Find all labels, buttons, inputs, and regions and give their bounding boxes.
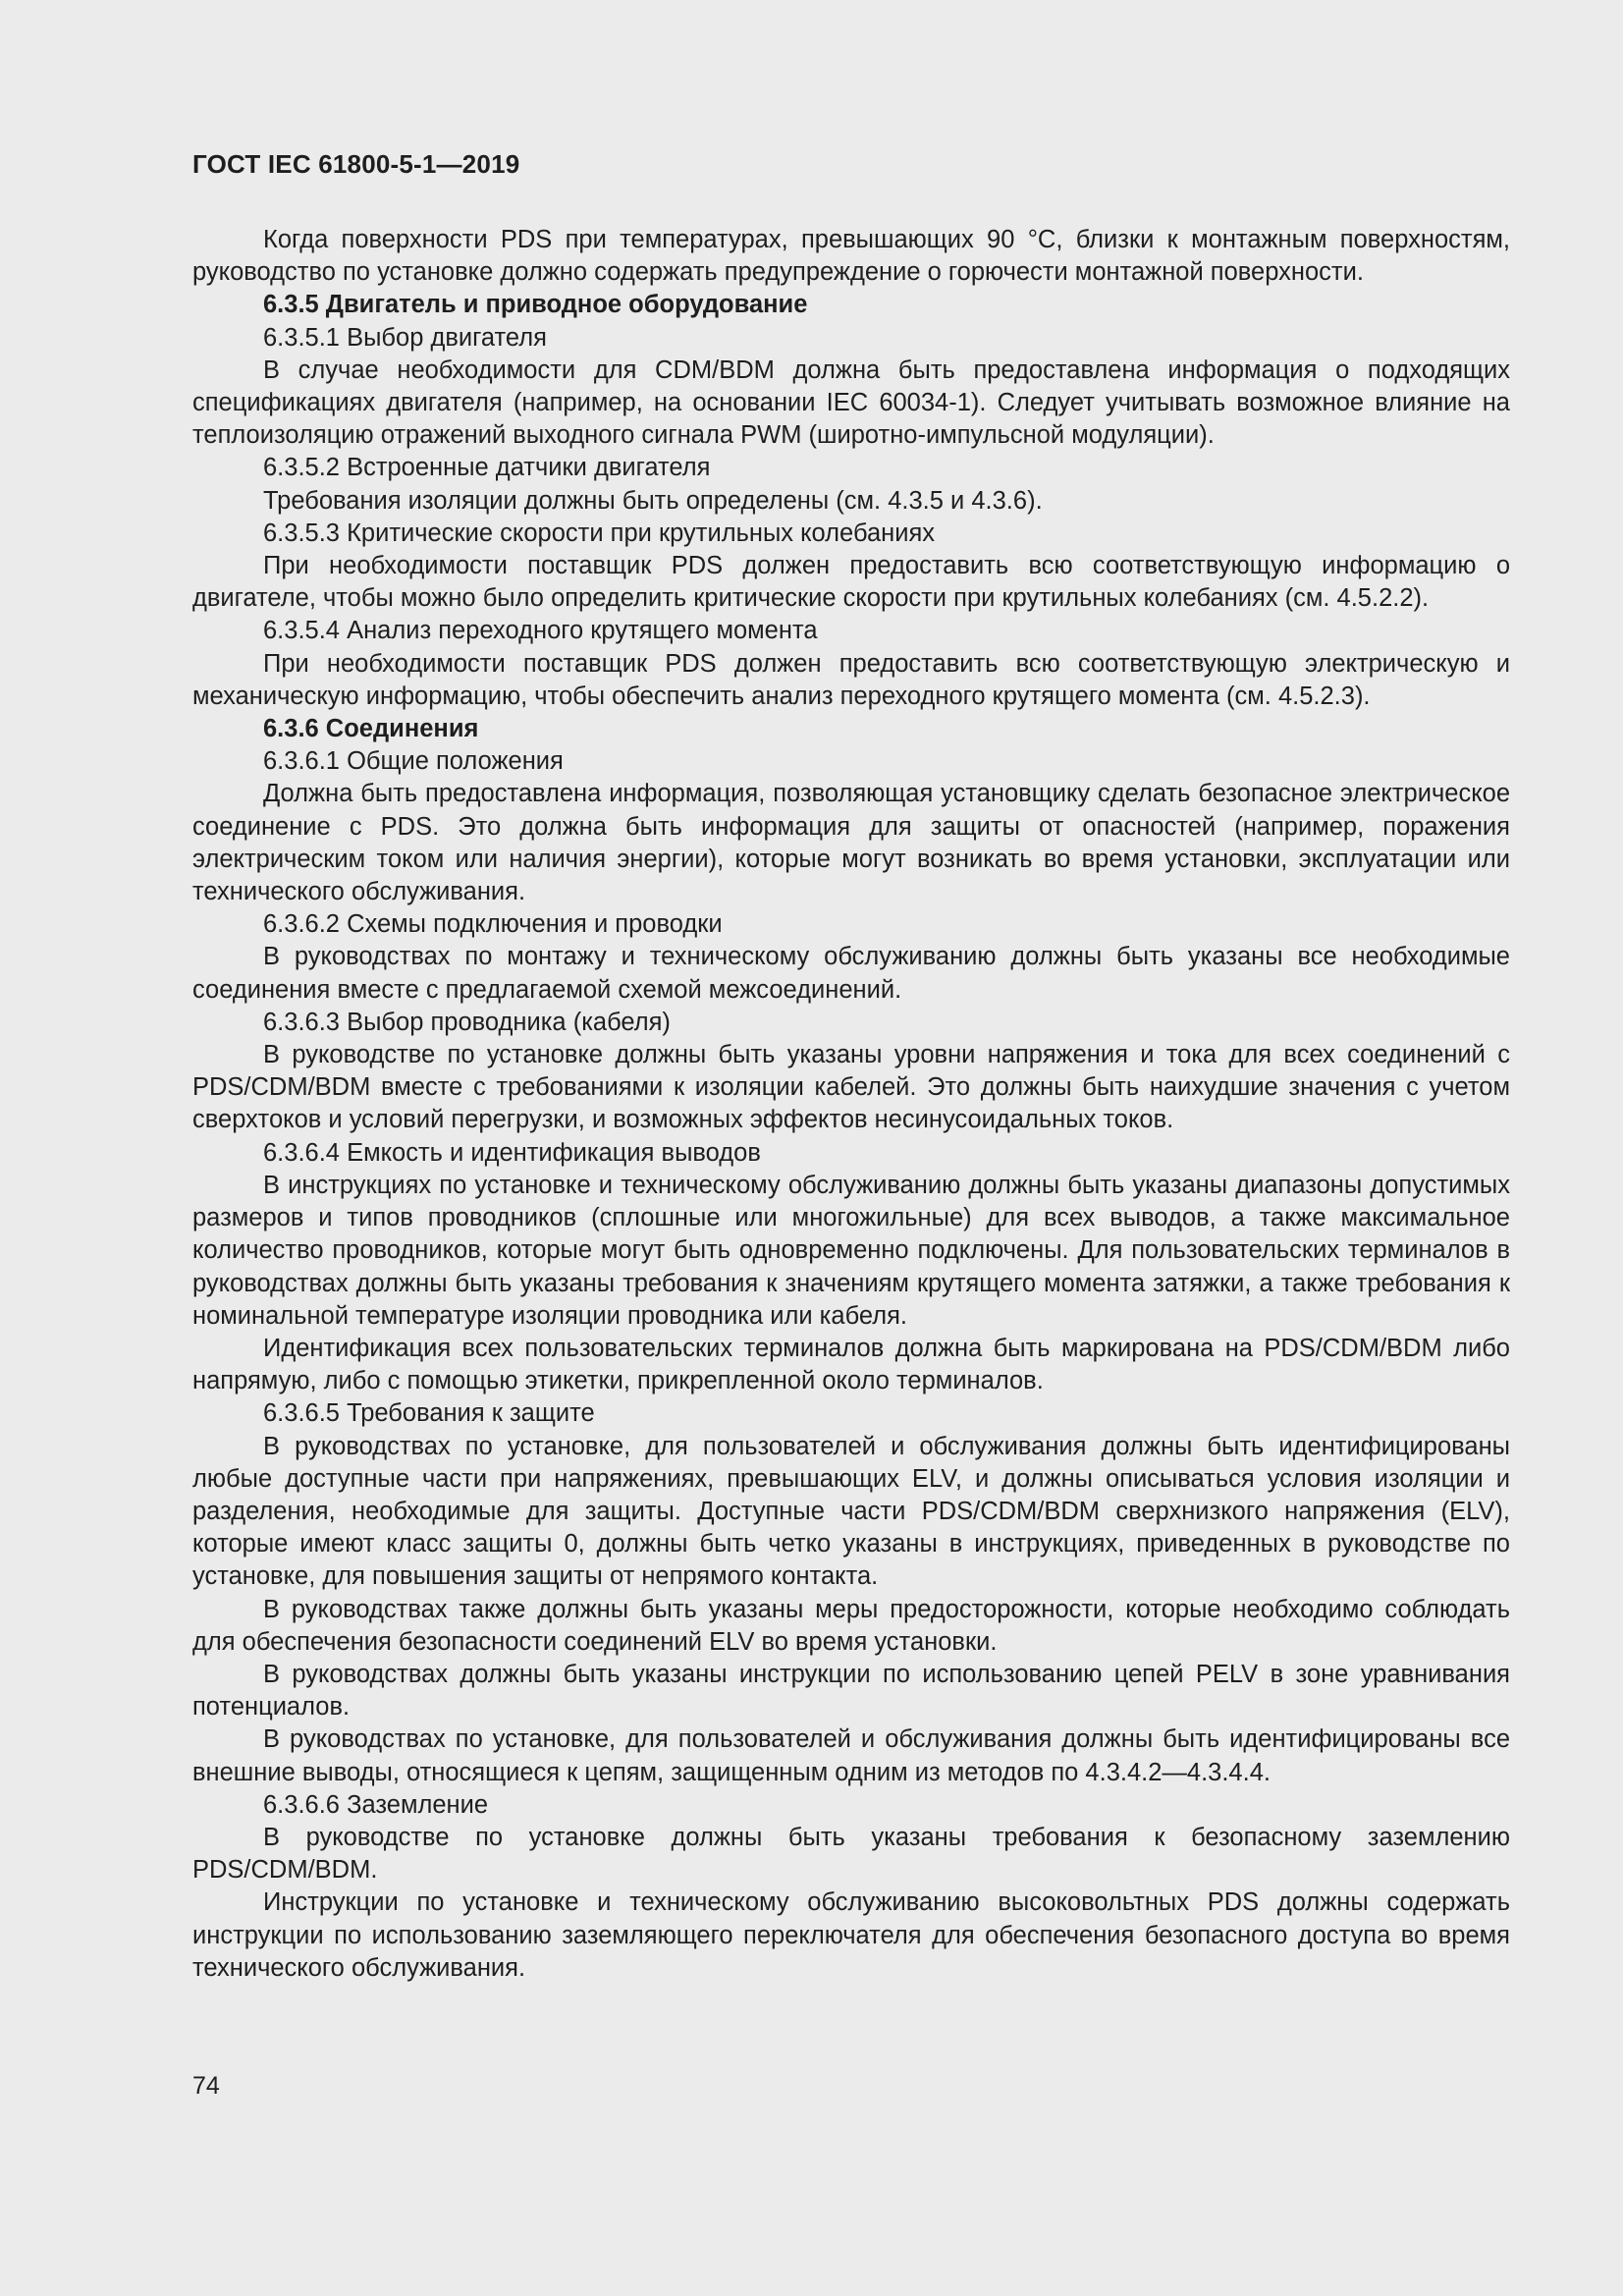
paragraph: В руководствах также должны быть указаны меры предосторожности, которые необходимо соблюдать для обеспечения безопасности соединений ELV во время установки. [192, 1595, 1510, 1656]
paragraph: В руководствах по монтажу и техническому обслуживанию должны быть указаны все необходимые соединения вместе с предлагаемой схемой межсоединений. [192, 943, 1510, 1004]
paragraph: Когда поверхности PDS при температурах, превышающих 90 °С, близки к монтажным поверхностям, руководство по установке должно содержать предупреждение о горючести монтажной поверхности. [192, 226, 1510, 287]
paragraph: В случае необходимости для CDM/BDM должна быть предоставлена информация о подходящих спецификациях двигателя (например, на основании IEC 60034-1). Следует учитывать возможное влияние на теплоизоляцию отражений выходного сигнала PWM (широтно-импульсной модуляции). [192, 355, 1510, 450]
section-heading: 6.3.5 Двигатель и приводное оборудование [263, 291, 808, 319]
section-heading: 6.3.5.1 Выбор двигателя [263, 323, 547, 352]
paragraph: Должна быть предоставлена информация, позволяющая установщику сделать безопасное электрическое соединение с PDS. Это должна быть информация для защиты от опасностей (например, поражения электрическим током или наличия энергии), которые могут возникать во время установки, эксплуатации или технического обслуживания. [192, 780, 1510, 906]
section-heading: 6.3.6.2 Схемы подключения и проводки [263, 910, 723, 939]
paragraph: В руководстве по установке должны быть указаны требования к безопасному заземлению PDS/CDM/BDM. [192, 1823, 1510, 1885]
paragraph: При необходимости поставщик PDS должен предоставить всю соответствующую электрическую и механическую информацию, чтобы обеспечить анализ переходного крутящего момента (см. 4.5.2.3). [192, 649, 1510, 710]
section-heading: 6.3.5.2 Встроенные датчики двигателя [263, 454, 711, 482]
section-heading: 6.3.6.6 Заземление [263, 1790, 489, 1819]
section-heading: 6.3.6.5 Требования к защите [263, 1399, 595, 1428]
section-heading: 6.3.5.4 Анализ переходного крутящего момента [263, 617, 818, 645]
section-heading: 6.3.6.4 Емкость и идентификация выводов [263, 1138, 761, 1167]
section-heading: 6.3.6.3 Выбор проводника (кабеля) [263, 1008, 671, 1036]
paragraph: Требования изоляции должны быть определены (см. 4.3.5 и 4.3.6). [263, 486, 1043, 515]
paragraph: Идентификация всех пользовательских терминалов должна быть маркирована на PDS/CDM/BDM либо напрямую, либо с помощью этикетки, прикрепленной около терминалов. [192, 1334, 1510, 1395]
section-heading: 6.3.5.3 Критические скорости при крутильных колебаниях [263, 519, 936, 547]
section-heading: 6.3.6 Соединения [263, 715, 479, 743]
section-heading: 6.3.6.1 Общие положения [263, 747, 564, 776]
paragraph: В руководствах по установке, для пользователей и обслуживания должны быть идентифицированы любые доступные части при напряжениях, превышающих ELV, и должны описываться условия изоляции и разделения, необходимые для защиты. Доступные части PDS/CDM/BDM сверхнизкого напряжения (ELV), которые имеют класс защиты 0, должны быть четко указаны в инструкциях, приведенных в руководстве по установке, для повышения защиты от непрямого контакта. [192, 1432, 1510, 1591]
paragraph: В руководствах по установке, для пользователей и обслуживания должны быть идентифицированы все внешние выводы, относящиеся к цепям, защищенным одним из методов по 4.3.4.2—4.3.4.4. [192, 1725, 1510, 1786]
paragraph: Инструкции по установке и техническому обслуживанию высоковольтных PDS должны содержать инструкции по использованию заземляющего переключателя для обеспечения безопасного доступа во время технического обслуживания. [192, 1888, 1510, 1982]
paragraph: При необходимости поставщик PDS должен предоставить всю соответствующую информацию о двигателе, чтобы можно было определить критические скорости при крутильных колебаниях (см. 4.5.2.2). [192, 552, 1510, 613]
paragraph: В инструкциях по установке и техническому обслуживанию должны быть указаны диапазоны допустимых размеров и типов проводников (сплошные или многожильные) для всех выводов, а также максимальное количество проводников, которые могут быть одновременно подключены. Для пользовательских терминалов в руководствах должны быть указаны требования к значениям крутящего момента затяжки, а также требования к номинальной температуре изоляции проводника или кабеля. [192, 1171, 1510, 1330]
page-number: 74 [192, 2072, 220, 2100]
paragraph: В руководстве по установке должны быть указаны уровни напряжения и тока для всех соединений с PDS/CDM/BDM вместе с требованиями к изоляции кабелей. Это должны быть наихудшие значения с учетом сверхтоков и условий перегрузки, и возможных эффектов несинусоидальных токов. [192, 1041, 1510, 1134]
paragraph: В руководствах должны быть указаны инструкции по использованию цепей PELV в зоне уравнивания потенциалов. [192, 1660, 1510, 1722]
document-body [192, 224, 1510, 1985]
document-header: ГОСТ IEC 61800-5-1—2019 [192, 149, 520, 179]
